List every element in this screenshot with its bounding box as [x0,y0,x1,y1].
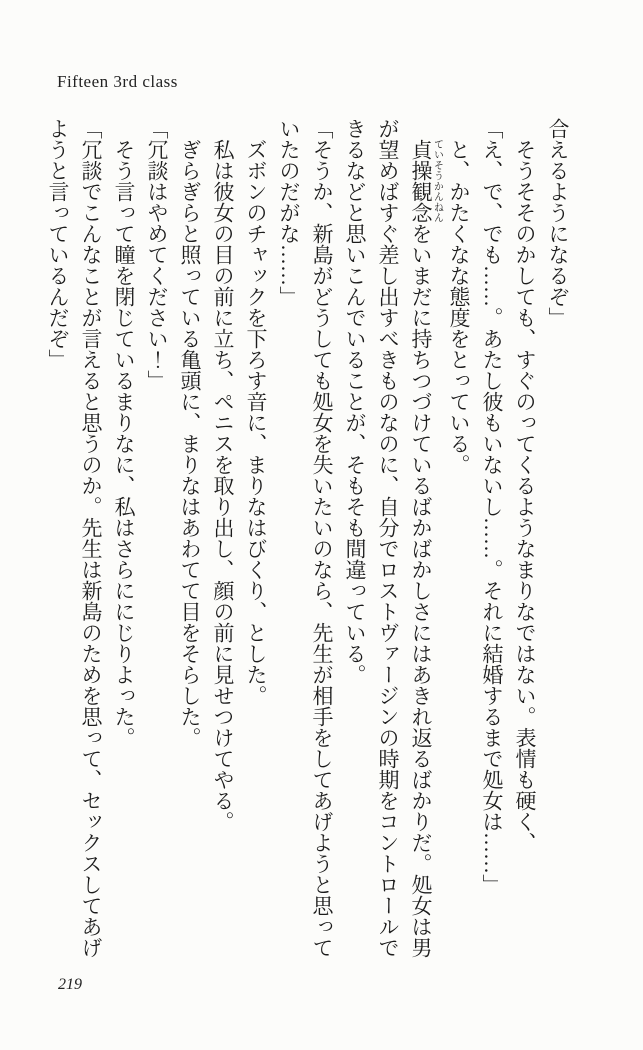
paragraph: 貞操観念ていそうかんねんをいまだに持ちつづけているばかばかしさにはあきれ返るばかりだ。処女は男が望めばすぐ差し出すべきものなのに、自分でロストヴァージンの時期をコントロールできるなどと思いこんでいることが、そもそも間違っている。 [343,118,443,958]
paragraph: 「冗談はやめてください！」 [145,118,169,391]
paragraph: 私は彼女の目の前に立ち、ペニスを取り出し、顔の前に見せつけてやる。 [211,139,235,832]
paragraph: と、かたくなな態度をとっている。 [447,139,471,475]
ruby-annotated-word: 貞操観念ていそうかんねん [409,139,443,223]
paragraph: ぎらぎらと照っている亀頭に、まりなはあわてて目をそらした。 [178,139,202,748]
paragraph: 「そうか、新島がどうしても処女を失いたいのなら、先生が相手をしてあげようと思っていたのだがな……」 [277,118,334,958]
paragraph: 「え、で、でも……。あたし彼もいないし……。それに結婚するまで処女は……」 [480,118,504,895]
running-header: Fifteen 3rd class [57,72,178,91]
paragraph: そう言って瞳を閉じているまりなに、私はさらににじりよった。 [112,139,136,748]
page-number: 219 [58,976,82,993]
paragraph: そうそそのかしても、すぐのってくるようなまりなではない。表情も硬く、 [513,139,537,853]
paragraph: 「冗談でこんなことが言えると思うのか。先生は新島のためを思って、セックスしてあげようと言っているんだぞ」 [46,118,103,958]
paragraph: 合えるようになるぞ」 [546,118,570,328]
paragraph: ズボンのチャックを下ろす音に、まりなはびくり、とした。 [244,139,268,706]
body-text [44,118,574,960]
